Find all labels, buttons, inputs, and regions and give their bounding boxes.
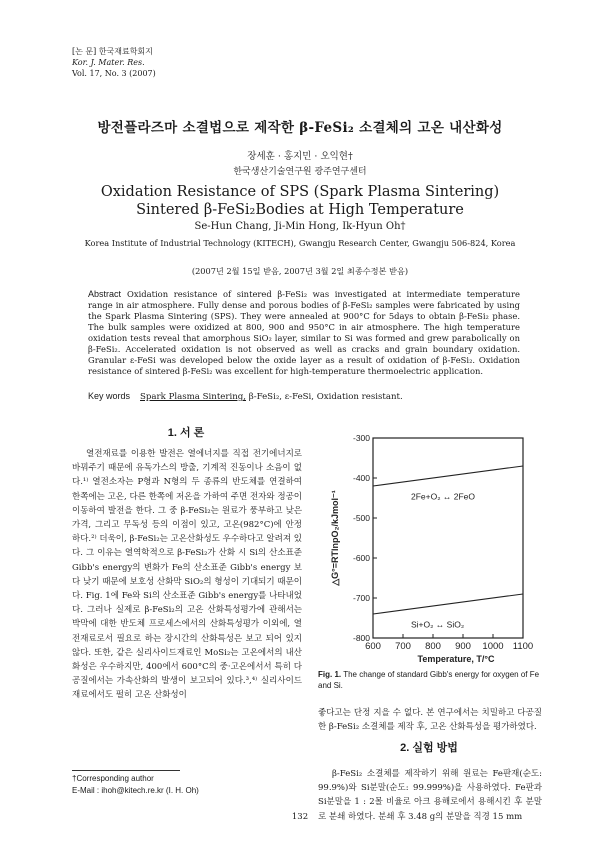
journal-name: Kor. J. Mater. Res. <box>72 58 145 67</box>
abstract <box>88 289 520 377</box>
right-column-continuation <box>318 706 542 734</box>
x-tick-label: 1000 <box>482 641 504 652</box>
y-tick-label: -600 <box>352 553 370 563</box>
english-title-line2: Sintered β-FeSi₂Bodies at High Temperature <box>136 202 464 218</box>
plot-frame <box>373 438 523 638</box>
series-label-2: Si+O₂ ↔ SiO₂ <box>411 619 465 630</box>
introduction-text <box>72 447 302 703</box>
corresponding-author: †Corresponding author <box>72 774 154 783</box>
keywords-label: Key words <box>88 391 131 401</box>
page-number: 132 <box>291 812 309 822</box>
keyword-first: Spark Plasma Sintering, <box>140 392 246 402</box>
figure-caption-text: The change of standard Gibb's energy for oxygen of Fe and Si. <box>318 670 540 690</box>
y-tick-label: -400 <box>352 473 370 483</box>
abstract-label: Abstract <box>88 289 122 299</box>
abstract-text: Oxidation resistance of sintered β-FeSi₂ was investigated at intermediate temperature range in air atmosphere. Fully dense and porous bodies of β-FeSi₂ samples were fabricated by using the Spark Plasma Sintering (SPS). They were annealed at 900°C for 5days to obtain β-FeSi₂ phase. The bulk samples were oxidized at 800, 900 and 950°C in air atmosphere. The high temperature oxidation tests reveal that amorphous SiO₂ layer, similar to Si was formed and grew parabolically on β-FeSi₂. Accelerated oxidation is not observed as well as cracks and grain boundary oxidation. Granular ε-FeSi was developed below the oxide layer as a result of oxidation of β-FeSi₂. Oxidation resistance of sintered β-FeSi₂ was excellent for high-temperature thermoelectric application. <box>88 289 520 376</box>
korean-authors: 장세훈 · 홍지민 · 오익현† <box>247 151 353 162</box>
footnote-rule <box>72 770 180 771</box>
section-heading-experimental: 2. 실험 방법 <box>400 742 458 754</box>
figure-label: Fig. 1. <box>318 670 342 679</box>
y-tick-label: -300 <box>352 433 370 443</box>
y-axis-title: △G°=RTlnpO₂/kJmol⁻¹ <box>330 490 340 586</box>
received-dates: (2007년 2월 15일 받음, 2007년 3월 2일 최종수정본 받음) <box>191 266 409 276</box>
y-tick-label: -700 <box>352 593 370 603</box>
journal-header <box>72 46 156 79</box>
x-tick-label: 600 <box>365 641 381 652</box>
english-title <box>0 183 600 219</box>
series-line-2 <box>373 594 523 614</box>
journal-type: [논 문] 한국재료학회지 <box>72 47 153 56</box>
x-tick-label: 900 <box>455 641 471 652</box>
series-label-1: 2Fe+O₂ ↔ 2FeO <box>411 491 476 502</box>
intro-paragraph: 열전재료를 이용한 발전은 열에너지를 직접 전기에너지로 바꿔주기 때문에 유독가스의 방출, 기계적 진동이나 소음이 없다.¹⁾ 열전소자는 P형과 N형의 두 종류의 반도체를 연결하여 한쪽에는 고온, 다른 한쪽에 저온을 가하여 주면 전자와 정공이 이동하여 발전을 한다. 그 중 β-FeSi₂는 원료가 풍부하고 낮은 가격, 그리고 무독성 등의 이점이 있고, 고온(982°C)에 안정하다.²⁾ 더욱이, β-FeSi₂는 고온산화성도 우수하다고 알려져 있다. 그 이유는 열역학적으로 β-FeSi₂가 산화 시 Si의 산소표준 Gibb's energy의 변화가 Fe의 산소표준 Gibb's energy 보다 낮기 때문에 보호성 산화막 SiO₂의 형성이 기대되기 때문이다. Fig. 1에 Fe와 Si의 산소표준 Gibb's energy를 나타내었다. 그러나 실제로 β-FeSi₂의 고온 산화특성평가에 관해서는 박막에 대한 반도체 프로세스에서의 산화특성평가 이외에, 열전재료로서 필요로 하는 장시간의 산화특성은 보고 되어 있지 않다. 또한, 같은 실리사이드재료인 MoSi₂는 고온에서의 내산화성은 우수하지만, 400에서 600°C의 중·고온에서서 특히 다공질에서는 가속산화의 발생이 보고되어 있다.³,⁴⁾ 실리사이드 재료에서도 펄히 고온 산화성이 <box>72 449 302 701</box>
experimental-paragraph: β-FeSi₂ 소결체를 제작하기 위해 원료는 Fe판재(순도: 99.9%)와 Si분말(순도: 99.999%)을 사용하였다. Fe판과 Si분말을 1 : 2몰 비율로 아크 용해로에서 용해시킨 후 분말로 분쇄 하였다. 분쇄 후 3.48 g의 분말을 직경 15 mm <box>318 769 542 822</box>
series-line-1 <box>373 466 523 486</box>
section-heading-introduction: 1. 서 론 <box>167 427 205 439</box>
korean-title: 방전플라즈마 소결법으로 제작한 β-FeSi₂ 소결체의 고온 내산화성 <box>97 120 503 136</box>
gibbs-energy-chart <box>318 430 543 665</box>
english-affiliation: Korea Institute of Industrial Technology (KITECH), Gwangju Research Center, Gwangju 506-824, Korea <box>84 238 516 248</box>
korean-affiliation: 한국생산기술연구원 광주연구센터 <box>233 167 367 177</box>
y-tick-label: -500 <box>352 513 370 523</box>
english-title-line1: Oxidation Resistance of SPS (Spark Plasma Sintering) <box>100 184 500 200</box>
keywords-rest: β-FeSi₂, ε-FeSi, Oxidation resistant. <box>246 392 403 402</box>
x-tick-label: 1100 <box>512 641 534 652</box>
figure-caption <box>318 669 543 691</box>
y-tick-label: -800 <box>352 633 370 643</box>
journal-volume: Vol. 17, No. 3 (2007) <box>72 69 156 78</box>
footnote <box>72 773 199 797</box>
keywords <box>88 391 528 402</box>
author-email: E-Mail : ihoh@kitech.re.kr (I. H. Oh) <box>72 786 199 795</box>
x-tick-label: 700 <box>395 641 411 652</box>
right-paragraph-1: 좋다고는 단정 지을 수 없다. 본 연구에서는 치밀하고 다공질 한 β-FeSi₂ 소결체를 제작 후, 고온 산화특성을 평가하였다. <box>318 708 542 733</box>
x-tick-label: 800 <box>425 641 441 652</box>
x-axis-title: Temperature, T/°C <box>417 654 495 664</box>
english-authors: Se-Hun Chang, Ji-Min Hong, Ik-Hyun Oh† <box>194 221 406 232</box>
